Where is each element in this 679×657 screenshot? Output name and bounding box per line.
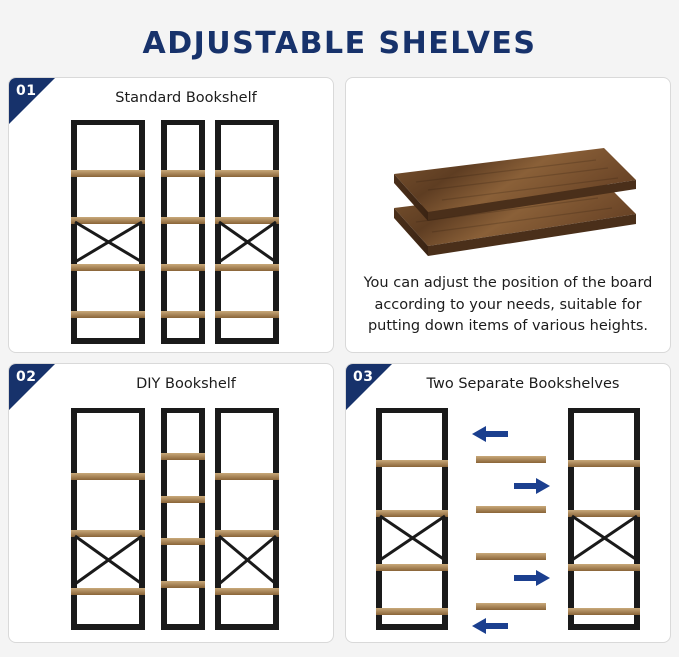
badge-number-01: 01 [16,83,37,99]
two-separate-bookshelves-illustration [346,398,670,642]
cards-grid [0,77,679,647]
page-title: ADJUSTABLE SHELVES [142,26,537,61]
board-adjustment-caption: You can adjust the position of the board according to your needs, suitable for putting down items of various heights. [363,274,653,335]
card-title-diy-bookshelf: DIY Bookshelf [136,376,236,392]
card-title-standard-bookshelf: Standard Bookshelf [115,90,257,106]
badge-number-02: 02 [16,369,37,385]
card-diy-bookshelf [8,363,334,643]
diy-bookshelf-illustration [9,398,333,642]
card-title-two-separate-bookshelves: Two Separate Bookshelves [426,376,620,392]
standard-bookshelf-illustration [9,112,333,352]
badge-number-03: 03 [353,369,374,385]
card-two-separate-bookshelves [345,363,671,643]
card-board-adjustment [345,77,671,353]
card-standard-bookshelf [8,77,334,353]
